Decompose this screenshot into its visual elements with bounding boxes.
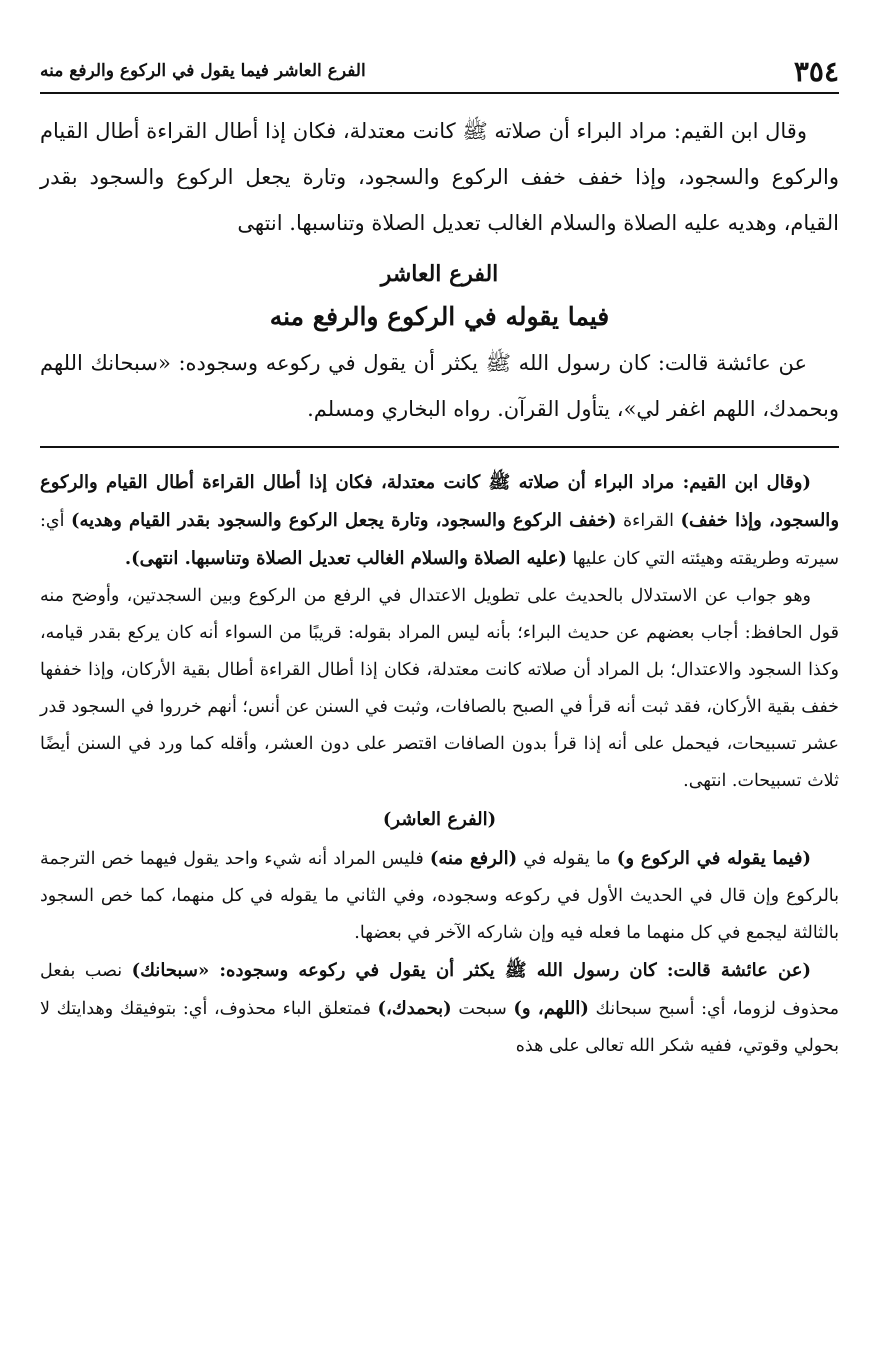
main-paragraph-hadith: عن عائشة قالت: كان رسول الله ﷺ يكثر أن يقول في ركوعه وسجوده: «سبحانك اللهم وبحمدك، اللهم اغفر لي»، يتأول القرآن. رواه البخاري ومسلم. [40,351,839,421]
quoted-text: (فيما يقوله في الركوع و) [616,848,812,869]
main-paragraph-ibn-qayyim: وقال ابن القيم: مراد البراء أن صلاته ﷺ كانت معتدلة، فكان إذا أطال القراءة أطال القيام والركوع والسجود، وإذا خفف خفف الركوع والسجود، وتارة يجعل الركوع والسجود بقدر القيام، وهديه عليه الصلاة والسلام الغالب تعديل الصلاة وتناسبها. انتهى [40,119,839,235]
quoted-text: (خفف الركوع والسجود، وتارة يجعل الركوع والسجود بقدر القيام وهديه) [70,510,617,531]
page-number: ٣٥٤ [793,54,839,88]
section-heading-small: الفرع العاشر [380,261,499,287]
explanation-text: فمتعلق الباء محذوف، أي: بتوفيقك وهدايتك لا بحولي وقوتي، ففيه شكر الله تعالى على هذه [40,999,839,1056]
quoted-text: (وقال ابن القيم: مراد البراء أن صلاته ﷺ كانت معتدلة، فكان إذا أطال القراءة أطال القيام والركوع والسجود، وإذا خفف) [40,472,840,531]
quoted-text: (عليه الصلاة والسلام الغالب تعديل الصلاة وتناسبها. انتهى). [124,548,567,569]
quoted-text: (بحمدك،) [377,998,452,1019]
quoted-text: (اللهم، و) [513,998,589,1019]
explanation-text: أي: سيرته وطريقته وهيئته التي كان عليها [40,511,839,569]
explanation-text: سبحت [451,999,514,1019]
explanation-text: نصب بفعل محذوف لزوما، أي: أسبح سبحانك [40,961,839,1019]
running-title: الفرع العاشر فيما يقول في الركوع والرفع منه [40,61,366,81]
explanation-text: القراءة [616,511,681,531]
page-header [40,50,839,94]
section-heading-large: فيما يقوله في الركوع والرفع منه [269,302,610,331]
page-content [40,108,839,1065]
quoted-text: (عن عائشة قالت: كان رسول الله ﷺ يكثر أن يقول في ركوعه وسجوده: «سبحانك) [131,960,812,981]
explanation-text: ما يقوله في [517,849,617,869]
commentary-paragraph-3 [40,840,839,952]
quoted-text: (الرفع منه) [429,848,518,869]
commentary-paragraph-2: وهو جواب عن الاستدلال بالحديث على تطويل الاعتدال في الرفع من الركوع وبين السجدتين، وأوضح منه قول الحافظ: أجاب بعضهم عن حديث البراء؛ بأنه ليس المراد بقوله: قريبًا من السواء أنه كان يركع بقدر قيامه، وكذا السجود والاعتدال؛ بل المراد أن صلاته كانت معتدلة، فكان إذا أطال القراءة أطال بقية الأركان، وإذا خففها خفف بقية الأركان، فقد ثبت أنه قرأ في الصبح بالصافات، وثبت في السنن عن أنس؛ أنهم خرروا في السجود قدر عشر تسبيحات، فيحمل على أنه إذا قرأ بدون الصافات اقتصر على دون العشر، وأقله كما ورد في السنن أيضًا ثلاث تسبيحات. انتهى. [40,586,839,791]
commentary-paragraph-1 [40,464,839,578]
commentary-heading: (الفرع العاشر) [382,809,497,830]
commentary-paragraph-4 [40,952,839,1065]
footnote-divider [40,446,839,448]
explanation-text: فليس المراد أنه شيء واحد يقول فيهما خص الترجمة بالركوع وإن قال في الحديث الأول في ركوعه وسجوده، وفي الثاني ما يقوله في كل منهما، كما خص السجود بالثالثة ليجمع في كل منهما ما فعله فيه وإن شاركه الآخر في بعضها. [40,849,839,943]
